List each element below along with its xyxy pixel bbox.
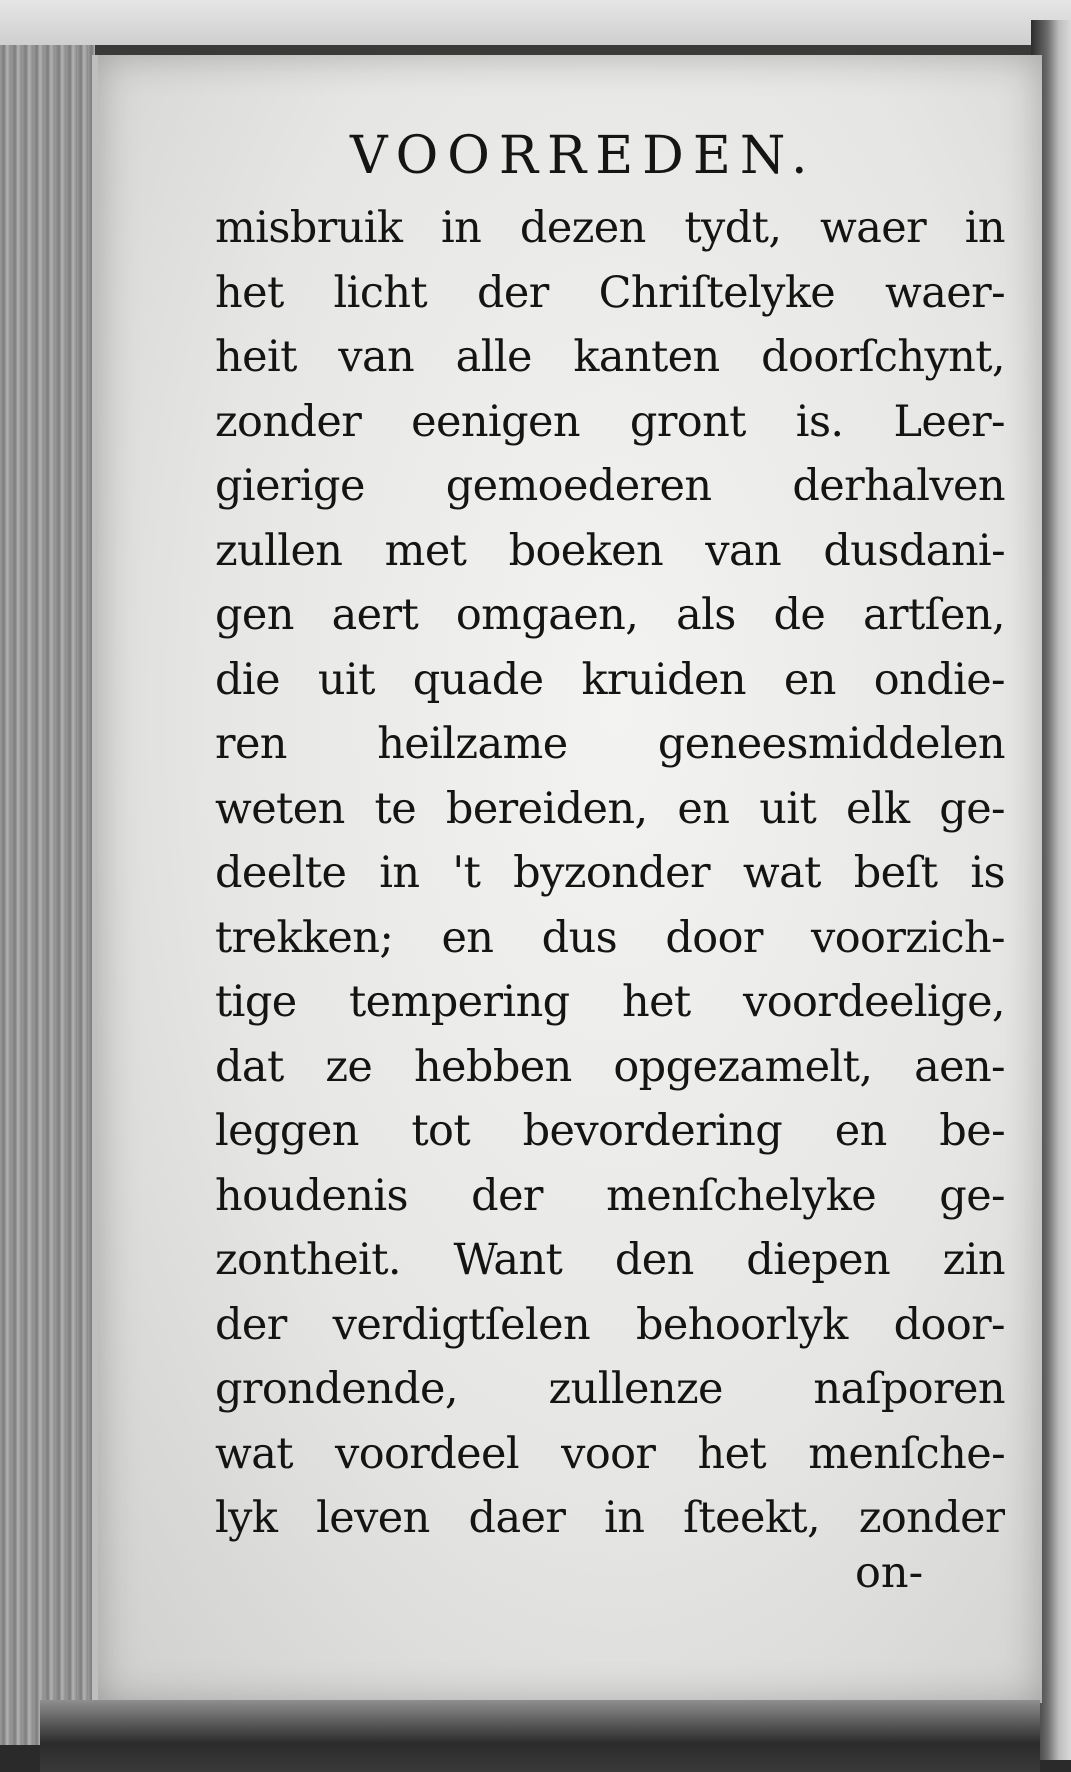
text-line: misbruik in dezen tydt, waer in <box>215 203 1005 253</box>
text-line: gen aert omgaen, als de artſen, <box>215 590 1005 640</box>
body-text <box>215 196 1005 1551</box>
text-line: deelte in 't byzonder wat beſt is <box>215 848 1005 898</box>
bottom-shadow <box>40 1700 1040 1772</box>
text-line: zonder eenigen gront is. Leer- <box>215 396 1005 447</box>
text-line: trekken; en dus door voorzich- <box>215 912 1005 963</box>
text-line: der verdigtſelen behoorlyk door- <box>215 1299 1005 1350</box>
text-line: lyk leven daer in ſteekt, zonder <box>215 1493 1005 1543</box>
running-header: VOORREDEN. <box>350 126 817 186</box>
text-line: heit van alle kanten doorſchynt, <box>215 332 1005 382</box>
text-line: houdenis der menſchelyke ge- <box>215 1170 1005 1221</box>
text-line: tige tempering het voordeelige, <box>215 977 1005 1027</box>
background-strip <box>0 0 1071 45</box>
text-line: weten te bereiden, en uit elk ge- <box>215 783 1005 834</box>
text-line: het licht der Chriſtelyke waer- <box>215 267 1005 318</box>
text-line: leggen tot bevordering en be- <box>215 1106 1005 1156</box>
text-line: zontheit. Want den diepen zin <box>215 1235 1005 1285</box>
text-line: die uit quade kruiden en ondie- <box>215 654 1005 705</box>
text-line: gierige gemoederen derhalven <box>215 461 1005 511</box>
text-line: zullen met boeken van dusdani- <box>215 525 1005 576</box>
text-line: wat voordeel voor het menſche- <box>215 1428 1005 1479</box>
text-line: ren heilzame geneesmiddelen <box>215 719 1005 769</box>
left-page-edges <box>0 45 95 1745</box>
text-line: grondende, zullenze naſporen <box>215 1364 1005 1414</box>
text-line: dat ze hebben opgezamelt, aen- <box>215 1041 1005 1092</box>
catchword: on- <box>855 1548 924 1598</box>
